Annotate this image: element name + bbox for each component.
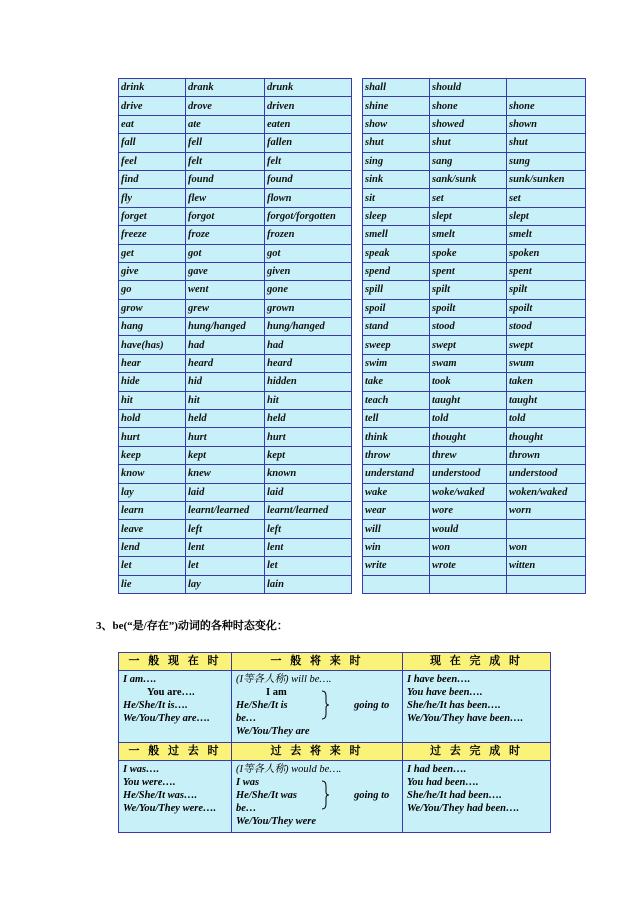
verb-past-participle (507, 575, 586, 593)
verb-base-form: have(has) (119, 336, 186, 354)
verb-row (119, 410, 352, 428)
verb-past-tense: lent (186, 538, 265, 556)
verb-base-form: hurt (119, 428, 186, 446)
present-simple-cell (119, 671, 232, 743)
verb-row (119, 575, 352, 593)
verb-base-form: sit (363, 189, 430, 207)
verb-past-participle: thought (507, 428, 586, 446)
verb-past-participle: got (265, 244, 352, 262)
present-line: You are…. (147, 687, 195, 698)
verb-past-participle: lent (265, 538, 352, 556)
verb-past-participle: taken (507, 373, 586, 391)
verb-base-form: freeze (119, 226, 186, 244)
verb-past-tense: won (430, 538, 507, 556)
verb-past-participle: heard (265, 354, 352, 372)
future-line: He/She/It is (236, 700, 288, 711)
future-line: We/You/They are (236, 726, 310, 737)
verb-past-tense: felt (186, 152, 265, 170)
verb-row (119, 520, 352, 538)
past-future-cell (232, 761, 403, 833)
verb-row (363, 281, 586, 299)
verb-row (119, 244, 352, 262)
verb-past-participle: given (265, 262, 352, 280)
verb-row (363, 501, 586, 519)
verb-row (119, 97, 352, 115)
verb-base-form: drink (119, 79, 186, 97)
verb-past-participle: felt (265, 152, 352, 170)
verb-past-participle: had (265, 336, 352, 354)
verb-past-tense: slept (430, 207, 507, 225)
verb-base-form: sink (363, 170, 430, 188)
verb-past-tense: swam (430, 354, 507, 372)
verb-past-tense: smelt (430, 226, 507, 244)
verb-base-form: win (363, 538, 430, 556)
verb-past-tense: told (430, 410, 507, 428)
verb-past-participle: spilt (507, 281, 586, 299)
verb-base-form: will (363, 520, 430, 538)
verb-past-participle: woken/waked (507, 483, 586, 501)
verb-past-tense: froze (186, 226, 265, 244)
verb-past-participle: lain (265, 575, 352, 593)
verb-base-form: shine (363, 97, 430, 115)
verb-row (363, 115, 586, 133)
irregular-verbs-table-right (362, 78, 586, 594)
verb-past-participle: gone (265, 281, 352, 299)
verb-past-tense: forgot (186, 207, 265, 225)
verb-base-form (363, 575, 430, 593)
verb-row (119, 134, 352, 152)
going-to-label: going to (354, 700, 390, 711)
past-future-line: be… (236, 803, 257, 814)
verb-row (119, 207, 352, 225)
verb-past-tense: went (186, 281, 265, 299)
verb-past-tense: ate (186, 115, 265, 133)
verb-base-form: understand (363, 465, 430, 483)
verb-past-tense: heard (186, 354, 265, 372)
verb-past-tense: would (430, 520, 507, 538)
past-perfect-line: I had been…. (407, 764, 467, 775)
present-line: We/You/They are…. (123, 713, 210, 724)
verb-past-participle: learnt/learned (265, 501, 352, 519)
header-past-future: 过 去 将 来 时 (232, 743, 403, 761)
verb-past-participle: smelt (507, 226, 586, 244)
verb-base-form: forget (119, 207, 186, 225)
verb-past-tense: taught (430, 391, 507, 409)
past-perfect-line: You had been…. (407, 777, 479, 788)
verb-row (363, 465, 586, 483)
verb-past-tense: gave (186, 262, 265, 280)
verb-past-tense: grew (186, 299, 265, 317)
verb-past-participle: set (507, 189, 586, 207)
verb-base-form: know (119, 465, 186, 483)
verb-past-tense: set (430, 189, 507, 207)
verb-past-participle: spoilt (507, 299, 586, 317)
verb-row (363, 226, 586, 244)
verb-past-tense: hid (186, 373, 265, 391)
verb-base-form: hear (119, 354, 186, 372)
verb-past-tense: took (430, 373, 507, 391)
verb-past-tense (430, 575, 507, 593)
verb-past-participle: spent (507, 262, 586, 280)
verb-base-form: spoil (363, 299, 430, 317)
present-perfect-line: I have been…. (407, 674, 471, 685)
verb-past-participle: thrown (507, 446, 586, 464)
verb-past-participle: won (507, 538, 586, 556)
verb-past-participle: sunk/sunken (507, 170, 586, 188)
section-heading: 3、be(“是/存在”)动词的各种时态变化： (96, 620, 288, 632)
verb-past-participle: stood (507, 318, 586, 336)
verb-past-tense: spoke (430, 244, 507, 262)
verb-past-participle: grown (265, 299, 352, 317)
verb-past-participle: fallen (265, 134, 352, 152)
verb-row (119, 483, 352, 501)
verb-past-tense: shone (430, 97, 507, 115)
verb-base-form: go (119, 281, 186, 299)
be-content-row-bottom (119, 761, 551, 833)
verb-past-participle: held (265, 410, 352, 428)
verb-past-tense: shut (430, 134, 507, 152)
be-header-row-bottom (119, 743, 551, 761)
verb-past-participle: left (265, 520, 352, 538)
verb-row (363, 170, 586, 188)
verb-past-tense: had (186, 336, 265, 354)
verb-row (363, 318, 586, 336)
verb-base-form: swim (363, 354, 430, 372)
verb-past-participle: frozen (265, 226, 352, 244)
past-perfect-cell (403, 761, 551, 833)
verb-past-participle: known (265, 465, 352, 483)
verb-row (119, 336, 352, 354)
verb-row (119, 428, 352, 446)
verb-past-tense: found (186, 170, 265, 188)
verb-past-tense: spoilt (430, 299, 507, 317)
verb-row (119, 538, 352, 556)
verb-past-participle: hit (265, 391, 352, 409)
verb-row (363, 189, 586, 207)
verb-past-tense: flew (186, 189, 265, 207)
past-future-line: I was (236, 777, 260, 788)
verb-base-form: lay (119, 483, 186, 501)
irregular-verbs-table-left (118, 78, 352, 594)
verb-past-tense: drank (186, 79, 265, 97)
verb-past-tense: fell (186, 134, 265, 152)
verb-past-participle: shut (507, 134, 586, 152)
verb-row (119, 226, 352, 244)
verb-past-tense: hung/hanged (186, 318, 265, 336)
verb-row (119, 281, 352, 299)
past-simple-cell (119, 761, 232, 833)
be-tense-table (118, 652, 551, 833)
verb-base-form: wake (363, 483, 430, 501)
verb-base-form: stand (363, 318, 430, 336)
verb-past-participle: hidden (265, 373, 352, 391)
verb-base-form: spend (363, 262, 430, 280)
verb-past-tense: thought (430, 428, 507, 446)
verb-base-form: lend (119, 538, 186, 556)
verb-base-form: shall (363, 79, 430, 97)
verb-past-tense: drove (186, 97, 265, 115)
past-perfect-line: We/You/They had been…. (407, 803, 520, 814)
verb-row (119, 262, 352, 280)
verb-past-participle (507, 520, 586, 538)
future-simple-cell (232, 671, 403, 743)
verb-base-form: think (363, 428, 430, 446)
verb-base-form: spill (363, 281, 430, 299)
be-header-row-top (119, 653, 551, 671)
verb-past-tense: showed (430, 115, 507, 133)
present-perfect-cell (403, 671, 551, 743)
verb-past-tense: should (430, 79, 507, 97)
verb-row (363, 97, 586, 115)
verb-past-tense: hurt (186, 428, 265, 446)
verb-row (363, 262, 586, 280)
verb-base-form: sleep (363, 207, 430, 225)
verb-past-tense: got (186, 244, 265, 262)
verb-row (363, 520, 586, 538)
past-future-line: We/You/They were (236, 816, 317, 827)
present-line: I am…. (123, 674, 157, 685)
verb-past-tense: left (186, 520, 265, 538)
verb-past-participle: swum (507, 354, 586, 372)
verb-row (119, 354, 352, 372)
verb-row (363, 134, 586, 152)
verb-base-form: hold (119, 410, 186, 428)
verb-row (363, 354, 586, 372)
present-perfect-line: She/he/It has been…. (407, 700, 501, 711)
verb-base-form: smell (363, 226, 430, 244)
header-future-simple: 一 般 将 来 时 (232, 653, 403, 671)
verb-past-tense: sank/sunk (430, 170, 507, 188)
verb-base-form: hit (119, 391, 186, 409)
verb-past-tense: knew (186, 465, 265, 483)
verb-row (363, 391, 586, 409)
verb-row (119, 189, 352, 207)
verb-base-form: keep (119, 446, 186, 464)
verb-row (363, 575, 586, 593)
verb-past-participle: kept (265, 446, 352, 464)
verb-row (119, 501, 352, 519)
verb-past-tense: sang (430, 152, 507, 170)
verb-past-tense: held (186, 410, 265, 428)
verb-past-participle: flown (265, 189, 352, 207)
verb-past-tense: kept (186, 446, 265, 464)
header-present-simple: 一 般 现 在 时 (119, 653, 232, 671)
present-line: He/She/It is…. (123, 700, 188, 711)
verb-base-form: speak (363, 244, 430, 262)
verb-row (363, 483, 586, 501)
verb-base-form: sweep (363, 336, 430, 354)
header-past-perfect: 过 去 完 成 时 (403, 743, 551, 761)
past-line: I was…. (123, 764, 160, 775)
past-line: We/You/They were…. (123, 803, 217, 814)
verb-past-tense: threw (430, 446, 507, 464)
verb-row (119, 318, 352, 336)
past-perfect-line: She/he/It had been…. (407, 790, 502, 801)
verb-row (119, 465, 352, 483)
past-line: You were…. (123, 777, 176, 788)
verb-base-form: give (119, 262, 186, 280)
verb-row (119, 115, 352, 133)
verb-past-participle: worn (507, 501, 586, 519)
verb-past-participle: taught (507, 391, 586, 409)
past-line: He/She/It was…. (123, 790, 198, 801)
verb-base-form: feel (119, 152, 186, 170)
verb-past-participle: told (507, 410, 586, 428)
header-present-perfect: 现 在 完 成 时 (403, 653, 551, 671)
verb-row (119, 557, 352, 575)
verb-base-form: take (363, 373, 430, 391)
verb-past-participle: shown (507, 115, 586, 133)
verb-past-participle: shone (507, 97, 586, 115)
verb-row (119, 446, 352, 464)
verb-past-tense: woke/waked (430, 483, 507, 501)
verb-base-form: wear (363, 501, 430, 519)
verb-base-form: lie (119, 575, 186, 593)
verb-past-tense: wore (430, 501, 507, 519)
verb-past-tense: spent (430, 262, 507, 280)
verb-base-form: eat (119, 115, 186, 133)
verb-base-form: show (363, 115, 430, 133)
verb-base-form: grow (119, 299, 186, 317)
verb-base-form: let (119, 557, 186, 575)
verb-base-form: leave (119, 520, 186, 538)
verb-base-form: throw (363, 446, 430, 464)
verb-past-participle: witten (507, 557, 586, 575)
verb-base-form: fly (119, 189, 186, 207)
verb-row (119, 391, 352, 409)
verb-base-form: tell (363, 410, 430, 428)
verb-base-form: find (119, 170, 186, 188)
verb-past-participle: hurt (265, 428, 352, 446)
verb-past-tense: laid (186, 483, 265, 501)
future-line: be… (236, 713, 257, 724)
verb-past-tense: swept (430, 336, 507, 354)
verb-past-participle: hung/hanged (265, 318, 352, 336)
verb-past-tense: lay (186, 575, 265, 593)
verb-base-form: hang (119, 318, 186, 336)
verb-base-form: learn (119, 501, 186, 519)
verb-base-form: hide (119, 373, 186, 391)
future-line: I am (266, 687, 287, 698)
verb-row (363, 373, 586, 391)
verb-base-form: sing (363, 152, 430, 170)
verb-base-form: shut (363, 134, 430, 152)
verb-past-tense: let (186, 557, 265, 575)
verb-row (363, 244, 586, 262)
verb-past-tense: spilt (430, 281, 507, 299)
verb-base-form: teach (363, 391, 430, 409)
verb-base-form: write (363, 557, 430, 575)
verb-past-participle: drunk (265, 79, 352, 97)
verb-row (363, 410, 586, 428)
brace-icon (321, 690, 329, 720)
verb-base-form: get (119, 244, 186, 262)
verb-past-participle: spoken (507, 244, 586, 262)
verb-past-tense: understood (430, 465, 507, 483)
verb-past-tense: stood (430, 318, 507, 336)
verb-past-tense: learnt/learned (186, 501, 265, 519)
verb-row (119, 79, 352, 97)
verb-past-participle (507, 79, 586, 97)
verb-past-tense: hit (186, 391, 265, 409)
verb-row (363, 557, 586, 575)
verb-row (119, 152, 352, 170)
verb-row (119, 299, 352, 317)
future-first-line: (I等各人称) will be…. (236, 674, 332, 685)
verb-row (363, 152, 586, 170)
past-future-first-line: (I等各人称) would be…. (236, 764, 342, 775)
verb-row (363, 446, 586, 464)
verb-past-participle: eaten (265, 115, 352, 133)
verb-past-participle: driven (265, 97, 352, 115)
be-content-row-top (119, 671, 551, 743)
verb-row (363, 207, 586, 225)
verb-past-participle: found (265, 170, 352, 188)
verb-row (363, 79, 586, 97)
verb-past-participle: swept (507, 336, 586, 354)
verb-past-participle: laid (265, 483, 352, 501)
present-perfect-line: We/You/They have been…. (407, 713, 524, 724)
past-future-line: He/She/It was (236, 790, 297, 801)
header-past-simple: 一 般 过 去 时 (119, 743, 232, 761)
verb-past-participle: slept (507, 207, 586, 225)
verb-row (363, 428, 586, 446)
verb-row (119, 170, 352, 188)
present-perfect-line: You have been…. (407, 687, 483, 698)
verb-base-form: fall (119, 134, 186, 152)
verb-past-participle: forgot/forgotten (265, 207, 352, 225)
verb-past-tense: wrote (430, 557, 507, 575)
verb-row (119, 373, 352, 391)
verb-past-participle: understood (507, 465, 586, 483)
verb-row (363, 336, 586, 354)
verb-past-participle: sung (507, 152, 586, 170)
verb-row (363, 299, 586, 317)
going-to-label: going to (354, 790, 390, 801)
verb-base-form: drive (119, 97, 186, 115)
brace-icon (321, 780, 329, 810)
verb-past-participle: let (265, 557, 352, 575)
verb-row (363, 538, 586, 556)
